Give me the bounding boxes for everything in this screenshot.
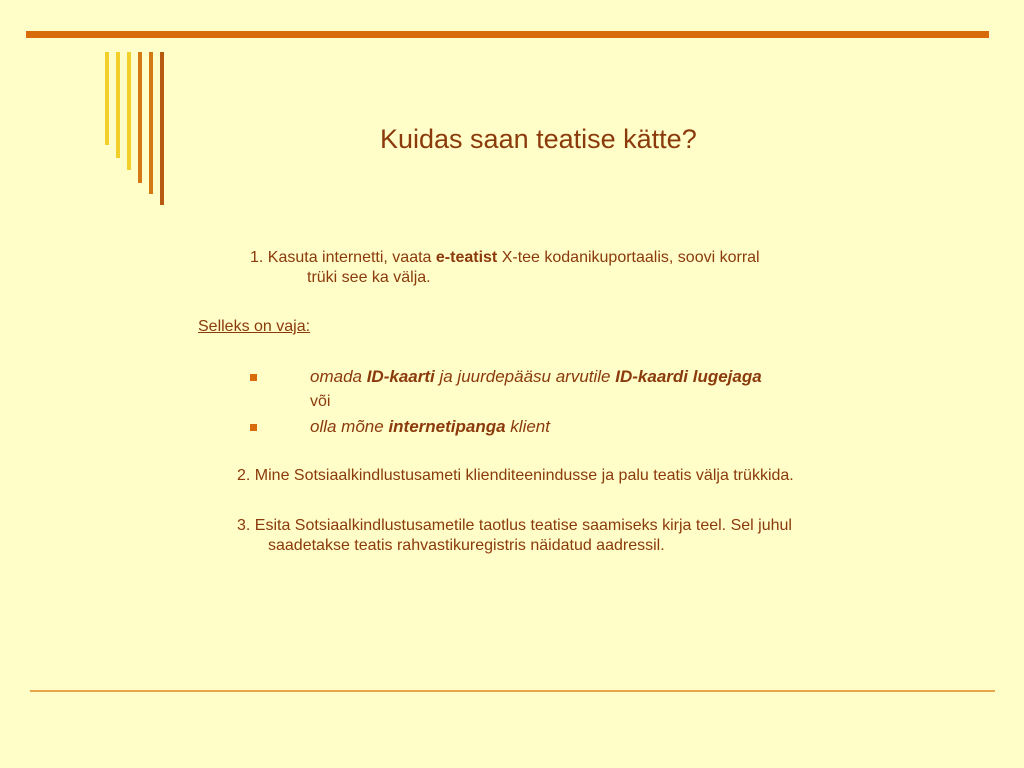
decorative-bar-4 bbox=[138, 52, 142, 183]
slide-title: Kuidas saan teatise kätte? bbox=[380, 124, 697, 154]
bottom-rule bbox=[30, 690, 995, 692]
selleks-heading: Selleks on vaja: bbox=[198, 318, 311, 335]
step-1 bbox=[250, 248, 950, 288]
decorative-bar-2 bbox=[116, 52, 120, 158]
decorative-bar-1 bbox=[105, 52, 109, 145]
bullet-1-bold2: ID-kaardi lugejaga bbox=[615, 367, 762, 386]
or-text: või bbox=[310, 393, 331, 410]
top-rule bbox=[26, 31, 989, 38]
step-3-line1: 3. Esita Sotsiaalkindlustusametile taotlus teatise saamiseks kirja teel. Sel juhul bbox=[237, 517, 792, 534]
decorative-bar-6 bbox=[160, 52, 164, 205]
step-1-line2: trüki see ka välja. bbox=[307, 269, 431, 286]
step-1-suffix: X-tee kodanikuportaalis, soovi korral bbox=[497, 249, 760, 266]
bullet-1-text bbox=[310, 367, 762, 387]
bullet-1-part2: ja juurdepääsu arvutile bbox=[434, 367, 616, 386]
decorative-bar-3 bbox=[127, 52, 131, 170]
bullet-1-bold1: ID-kaarti bbox=[366, 367, 435, 386]
bullet-2-part1: olla mõne bbox=[310, 417, 389, 436]
bullet-2-part2: klient bbox=[505, 417, 550, 436]
step-1-bold: e-teatist bbox=[435, 249, 498, 266]
step-3-line2: saadetakse teatis rahvastikuregistris näidatud aadressil. bbox=[268, 537, 665, 554]
bullet-2-bold1: internetipanga bbox=[388, 417, 506, 436]
step-1-prefix: 1. Kasuta internetti, vaata bbox=[250, 249, 436, 266]
bullet-2-text bbox=[310, 417, 550, 437]
step-2: 2. Mine Sotsiaalkindlustusameti klienditeenindusse ja palu teatis välja trükkida. bbox=[237, 467, 794, 484]
square-bullet-icon bbox=[250, 424, 257, 431]
bullet-1-part1: omada bbox=[310, 367, 367, 386]
square-bullet-icon bbox=[250, 374, 257, 381]
decorative-bar-5 bbox=[149, 52, 153, 194]
step-3 bbox=[237, 516, 957, 556]
